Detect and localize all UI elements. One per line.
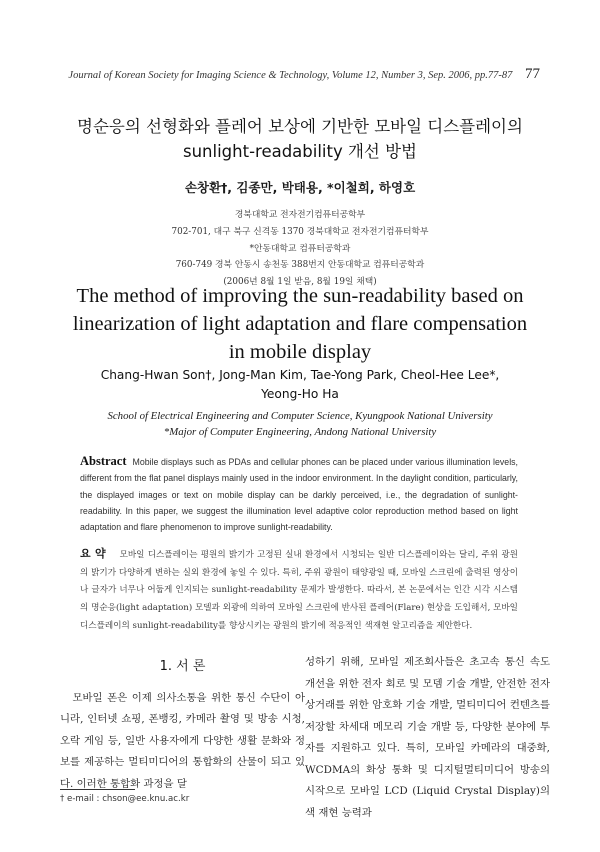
korean-abstract <box>80 545 518 636</box>
footnote-rule <box>60 789 135 790</box>
right-column <box>305 652 550 824</box>
received-dates: (2006년 8월 1일 받음, 8월 19일 채택) <box>223 277 377 288</box>
english-title-line2: linearization of light adaptation and flare compensation <box>72 313 528 335</box>
page-number: 77 <box>525 66 540 82</box>
english-abstract <box>80 453 518 535</box>
body-paragraph: 모바일 폰은 이제 의사소통을 위한 통신 수단이 아니라, 인터넷 쇼핑, 폰뱅킹, 카메라 촬영 및 방송 시청, 오락 게임 등, 일반 사용자에게 다양한 생활 문화와 정보를 제공하는 멀티미디어의 통합화의 산물이 되고 있다. 이러한 통합화 과정을 달 <box>60 691 305 790</box>
section-heading: 1. 서 론 <box>159 659 206 674</box>
english-title-line1: The method of improving the sun-readability based on <box>76 285 524 307</box>
journal-citation: Journal of Korean Society for Imaging Science & Technology, Volume 12, Number 3, Sep. 2006, pp.77-87 <box>68 70 513 81</box>
english-affiliation <box>40 408 560 440</box>
korean-affiliation-line: 경북대학교 전자전기컴퓨터공학부 <box>234 210 366 220</box>
english-authors-line1: Chang-Hwan Son†, Jong-Man Kim, Tae-Yong Park, Cheol-Hee Lee*, <box>100 368 500 382</box>
korean-affiliation-line: 702-701, 대구 북구 신격동 1370 경북대학교 전자전기컴퓨터학부 <box>171 226 429 237</box>
body-paragraph: 성하기 위해, 모바일 제조회사들은 초고속 통신 속도 개선을 위한 전자 회로 및 모뎀 기술 개발, 안전한 전자 상거래를 위한 암호화 기술 개발, 멀티미디어 컨텐츠를 저장할 차세대 메모리 기술 개발 등, 다양한 분야에 투자를 지원하고 있다. 특히, 모바일 카메라의 대중화, WCDMA의 화상 통화 및 디지털멀티미디어 방송의 시작으로 모바일 LCD (Liquid Crystal Display)의 색 재현 능력과 <box>305 656 550 819</box>
korean-abstract-text: 모바일 디스플레이는 평원의 밝기가 고정된 실내 환경에서 시청되는 일반 디스플레이와는 달리, 주위 광원의 밝기가 다양하게 변하는 실외 환경에 놓일 수 있다. 특히, 주위 광원이 태양광일 때, 모바일 스크린에 출력된 영상이나 글자가 너무나 어둡게 인지되는 sunlight-readability 문제가 발생한다. 따라서, 본 논문에서는 인간 시각 시스템의 명순응(light adaptation) 모델과 외광에 의하여 모바일 스크린에 반사된 플레어(Flare) 현상을 도입해서, 모바일 디스플레이의 sunlight-readability를 향상시키는 광원의 밝기에 적응적인 색재현 알고리즘을 제안한다. <box>80 550 518 631</box>
korean-title <box>60 114 540 164</box>
korean-affiliation-line: *안동대학교 컴퓨터공학과 <box>249 243 351 254</box>
left-column <box>60 652 305 795</box>
korean-abstract-label: 요 약 <box>80 547 106 560</box>
korean-title-line1: 명순응의 선형화와 플레어 보상에 기반한 모바일 디스플레이의 <box>77 117 523 136</box>
english-affiliation-line2: *Major of Computer Engineering, Andong National University <box>163 426 437 438</box>
footnote: † e-mail : chson@ee.knu.ac.kr <box>60 794 190 804</box>
english-authors-line2: Yeong-Ho Ha <box>261 387 339 401</box>
abstract-label: Abstract <box>80 454 127 468</box>
korean-authors: 손창환†, 김종만, 박태용, *이철희, 하영호 <box>184 180 416 195</box>
running-head <box>0 66 600 83</box>
english-title-line3: in mobile display <box>228 341 372 363</box>
english-authors <box>60 366 540 404</box>
korean-affiliation <box>0 207 600 291</box>
korean-affiliation-line: 760-749 경북 안동시 송천동 388번지 안동대학교 컴퓨터공학과 <box>175 260 425 271</box>
english-title <box>40 282 560 366</box>
korean-title-line2: sunlight-readability 개선 방법 <box>182 142 417 161</box>
english-affiliation-line1: School of Electrical Engineering and Computer Science, Kyungpook National University <box>107 410 493 422</box>
abstract-text: Mobile displays such as PDAs and cellular phones can be placed under various illumination levels, different from the flat panel displays mainly used in the indoor environment. In the daylight condition, particularly, the displayed images or text on mobile display can be darkly perceived, i.e., the degradation of sunlight-readability. In this paper, we suggest the illumination level adaptive color reproduction method based on light adaptation and flare phenomenon to improve sunlight-readability. <box>80 457 518 533</box>
